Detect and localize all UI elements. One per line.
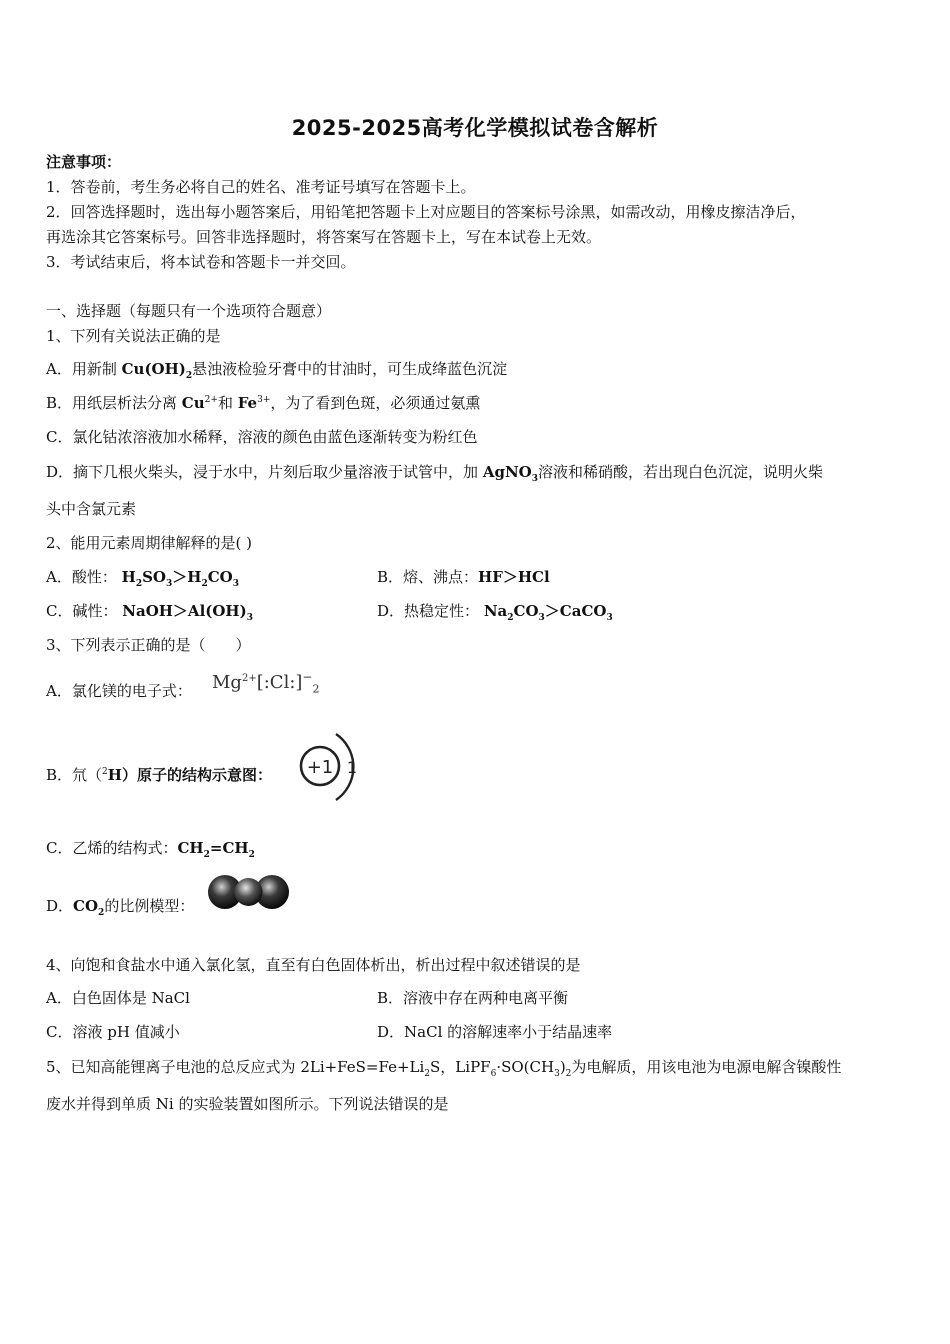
q5-stem-cont: 废水并得到单质 Ni 的实验装置如图所示。下列说法错误的是 xyxy=(46,1095,449,1113)
page-title: 2025-2025高考化学模拟试卷含解析 xyxy=(291,116,659,140)
q1-option-a: A．用新制 $Cu(OH)_2$悬浊液检验牙膏中的甘油时，可生成绛蓝色沉淀 xyxy=(46,360,508,381)
q1-stem: 1、下列有关说法正确的是 xyxy=(46,327,221,345)
q1-option-d: D．摘下几根火柴头，浸于水中，片刻后取少量溶液于试管中，加 AgNO$_3$溶液和稀硝酸，若出现白色沉淀，说明火柴 xyxy=(46,463,823,484)
q4-option-c: C．溶液 pH 值减小 xyxy=(46,1023,180,1041)
co2-space-filling-model xyxy=(206,870,292,916)
q3-stem: 3、下列表示正确的是（ ） xyxy=(46,636,251,654)
q1-option-d-cont: 头中含氯元素 xyxy=(46,500,137,518)
q2-option-a: A．酸性： $H_2SO_3>H_2CO_3$ xyxy=(46,568,239,589)
mgcl2-electron-formula: $Mg^{2+}[:Cl:]^-_2$ xyxy=(212,670,320,696)
q3-option-a: A．氯化镁的电子式： xyxy=(46,682,192,700)
q5-stem: 5、已知高能锂离子电池的总反应式为 $2Li+FeS=Fe+Li_2S$，$LiPF_6\cdot SO(CH_3)_2$为电解质，用该电池为电源电解含镍酸性 xyxy=(46,1058,842,1079)
q1-option-c: C．氯化钴浓溶液加水稀释，溶液的颜色由蓝色逐渐转变为粉红色 xyxy=(46,428,478,446)
q3-option-d: D．$CO_2$的比例模型： xyxy=(46,897,195,918)
q4-option-b: B．溶液中存在两种电离平衡 xyxy=(377,989,569,1007)
q2-option-d: D．热稳定性： $Na_2CO_3>CaCO_3$ xyxy=(377,602,613,623)
notice-item-3: 3．考试结束后，将本试卷和答题卡一并交回。 xyxy=(46,253,356,271)
notice-item-2-cont: 再选涂其它答案标号。回答非选择题时，将答案写在答题卡上，写在本试卷上无效。 xyxy=(46,228,602,246)
notice-item-2: 2．回答选择题时，选出每小题答案后，用铅笔把答题卡上对应题目的答案标号涂黑，如需改动，用橡皮擦洁净后， xyxy=(46,203,806,221)
electron-count: 1 xyxy=(346,758,358,777)
q2-option-c: C．碱性： $NaOH>Al(OH)_3$ xyxy=(46,602,253,623)
notice-item-1: 1．答卷前，考生务必将自己的姓名、准考证号填写在答题卡上。 xyxy=(46,178,476,196)
q2-stem: 2、能用元素周期律解释的是( ) xyxy=(46,534,253,552)
section-heading: 一、选择题（每题只有一个选项符合题意） xyxy=(46,302,332,320)
q4-option-a: A．白色固体是 NaCl xyxy=(46,989,190,1007)
q4-stem: 4、向饱和食盐水中通入氯化氢，直至有白色固体析出，析出过程中叙述错误的是 xyxy=(46,956,581,974)
q2-option-b: B．熔、沸点：HF＞HCl xyxy=(377,568,550,586)
q4-option-d: D．NaCl 的溶解速率小于结晶速率 xyxy=(377,1023,613,1041)
q3-option-b: B．氘（$^2$H）原子的结构示意图： xyxy=(46,766,272,784)
notice-heading: 注意事项： xyxy=(46,153,122,171)
deuterium-atom-diagram xyxy=(292,728,362,808)
q1-option-b: B．用纸层析法分离 $Cu^{2+}$和 $Fe^{3+}$，为了看到色斑，必须通过氨熏 xyxy=(46,394,481,412)
q3-option-c: C．乙烯的结构式：$CH_2=CH_2$ xyxy=(46,839,255,860)
nucleus-charge: +1 xyxy=(306,757,334,778)
